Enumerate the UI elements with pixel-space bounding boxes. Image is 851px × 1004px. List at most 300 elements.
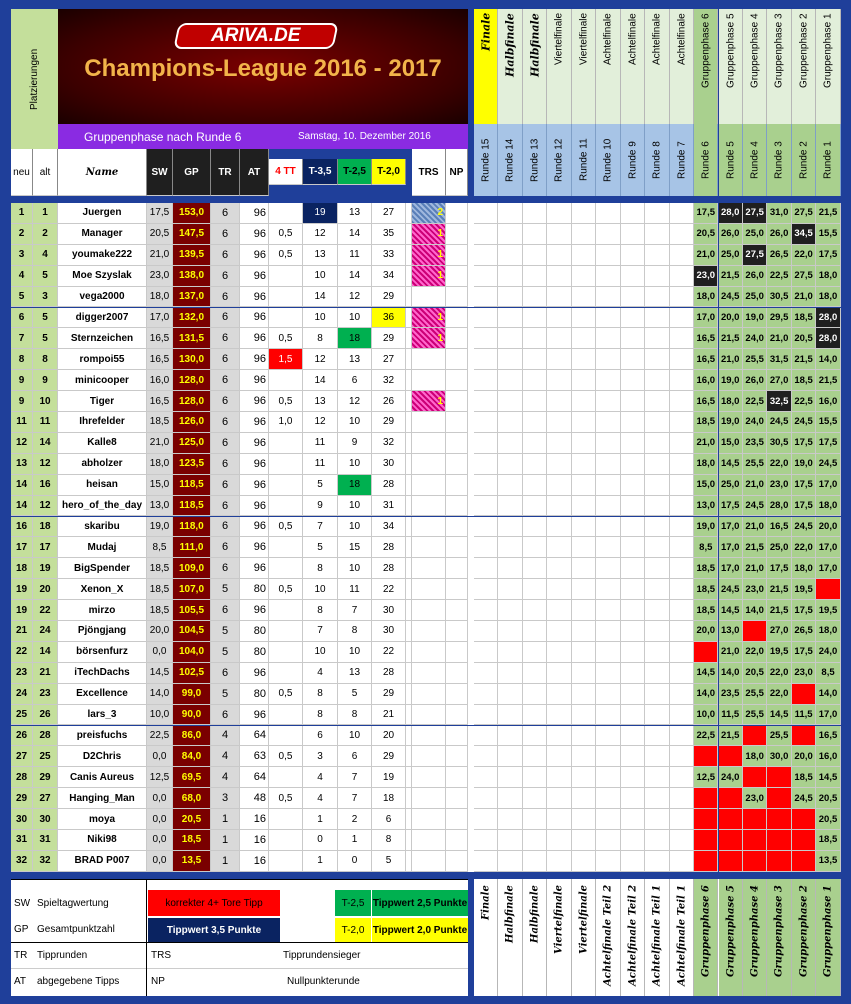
round-score: 23,0 xyxy=(743,579,767,600)
round-cell-empty xyxy=(572,830,596,851)
round-score: 20,0 xyxy=(719,308,743,329)
round-cell-empty xyxy=(645,579,669,600)
header-t25: T-2,5 xyxy=(338,159,372,185)
round-cell-empty xyxy=(572,809,596,830)
round-header-11 xyxy=(572,9,596,124)
round-score: 17,0 xyxy=(816,558,840,579)
legend-gp-key: GP xyxy=(14,924,29,935)
t25-value: 10 xyxy=(338,726,372,747)
at-value: 96 xyxy=(240,308,269,329)
t35-value: 8 xyxy=(303,684,338,705)
round-cell-empty xyxy=(498,663,522,684)
np-value xyxy=(446,663,468,684)
legend-at-text: abgegebene Tipps xyxy=(37,976,120,987)
round-score: 20,0 xyxy=(816,517,840,538)
t25-value: 10 xyxy=(338,517,372,538)
round-cell-empty xyxy=(621,454,645,475)
rank-new: 19 xyxy=(11,579,33,600)
round-cell-empty xyxy=(572,349,596,370)
round-bottom-label: Halbfinale xyxy=(529,885,541,943)
gp-value: 118,5 xyxy=(173,496,211,517)
round-cell-empty xyxy=(621,851,645,872)
round-cell-empty xyxy=(474,391,498,412)
round-cell-empty xyxy=(523,245,547,266)
round-score: 16,5 xyxy=(816,726,840,747)
round-cell-empty xyxy=(621,746,645,767)
round-cell-empty xyxy=(670,454,694,475)
at-value: 96 xyxy=(240,349,269,370)
round-cell-empty xyxy=(498,475,522,496)
round-cell-empty xyxy=(572,663,596,684)
round-score: 21,0 xyxy=(694,433,718,454)
rank-old: 4 xyxy=(33,245,58,266)
round-score: 25,0 xyxy=(767,537,791,558)
sw-value: 18,5 xyxy=(147,412,173,433)
round-number-14 xyxy=(498,124,522,196)
t20-value: 28 xyxy=(372,663,406,684)
round-cell-empty xyxy=(498,788,522,809)
t20-value: 22 xyxy=(372,642,406,663)
round-cell-empty xyxy=(498,517,522,538)
round-cell-empty xyxy=(523,726,547,747)
round-bottom-label: Achtelfinale Teil 2 xyxy=(627,885,639,987)
round-cell-empty xyxy=(523,412,547,433)
at-value: 96 xyxy=(240,287,269,308)
round-top-label: Viertelfinale xyxy=(554,13,566,66)
round-number-label: Runde 15 xyxy=(480,138,492,182)
rank-new: 21 xyxy=(11,621,33,642)
player-name: Moe Szyslak xyxy=(58,266,147,287)
player-name: Juergen xyxy=(58,203,147,224)
round-score: 21,0 xyxy=(719,642,743,663)
round-score: 16,5 xyxy=(694,349,718,370)
player-name: skaribu xyxy=(58,517,147,538)
round-bottom-14 xyxy=(498,879,522,996)
round-score xyxy=(694,809,718,830)
round-cell-empty xyxy=(498,454,522,475)
t35-value: 7 xyxy=(303,517,338,538)
at-value: 96 xyxy=(240,600,269,621)
round-header-12 xyxy=(547,9,571,124)
t4tt-value: 1,5 xyxy=(269,349,303,370)
rank-new: 2 xyxy=(11,224,33,245)
round-cell-empty xyxy=(670,245,694,266)
round-score: 19,0 xyxy=(694,517,718,538)
gp-value: 125,0 xyxy=(173,433,211,454)
round-number-label: Runde 6 xyxy=(700,141,712,179)
round-cell-empty xyxy=(596,245,620,266)
round-score: 17,5 xyxy=(792,642,816,663)
trs-value xyxy=(412,621,446,642)
round-header-4 xyxy=(743,9,767,124)
round-number-label: Runde 3 xyxy=(774,141,786,179)
round-cell-empty xyxy=(498,621,522,642)
t25-value: 13 xyxy=(338,349,372,370)
rank-new: 4 xyxy=(11,266,33,287)
t35-value: 9 xyxy=(303,496,338,517)
tr-value: 6 xyxy=(211,287,240,308)
round-score: 15,0 xyxy=(694,475,718,496)
tr-value: 6 xyxy=(211,245,240,266)
sw-value: 10,0 xyxy=(147,705,173,726)
round-cell-empty xyxy=(596,788,620,809)
round-score xyxy=(792,726,816,747)
t20-value: 8 xyxy=(372,830,406,851)
rank-new: 7 xyxy=(11,328,33,349)
trs-value: 1 xyxy=(412,245,446,266)
round-cell-empty xyxy=(523,224,547,245)
at-value: 48 xyxy=(240,788,269,809)
rank-old: 1 xyxy=(33,203,58,224)
header-sw: SW xyxy=(147,149,173,196)
round-cell-empty xyxy=(523,496,547,517)
round-score: 19,0 xyxy=(719,370,743,391)
rank-new: 9 xyxy=(11,370,33,391)
t4tt-value xyxy=(269,851,303,872)
sw-value: 13,0 xyxy=(147,496,173,517)
round-cell-empty xyxy=(547,412,571,433)
round-bottom-1 xyxy=(816,879,840,996)
at-value: 96 xyxy=(240,245,269,266)
round-score: 14,5 xyxy=(767,705,791,726)
round-cell-empty xyxy=(670,621,694,642)
round-score: 20,0 xyxy=(792,746,816,767)
round-score: 18,5 xyxy=(792,370,816,391)
tr-value: 6 xyxy=(211,266,240,287)
t20-value: 29 xyxy=(372,287,406,308)
trs-value xyxy=(412,746,446,767)
round-cell-empty xyxy=(498,349,522,370)
sw-value: 0,0 xyxy=(147,788,173,809)
sw-value: 18,5 xyxy=(147,579,173,600)
round-bottom-3 xyxy=(767,879,791,996)
round-bottom-8 xyxy=(645,879,669,996)
round-cell-empty xyxy=(547,349,571,370)
round-cell-empty xyxy=(572,224,596,245)
round-cell-empty xyxy=(572,287,596,308)
round-number-13 xyxy=(523,124,547,196)
t25-value: 18 xyxy=(338,328,372,349)
np-value xyxy=(446,684,468,705)
round-cell-empty xyxy=(547,558,571,579)
np-value xyxy=(446,746,468,767)
round-cell-empty xyxy=(474,475,498,496)
round-cell-empty xyxy=(645,621,669,642)
round-cell-empty xyxy=(474,809,498,830)
round-cell-empty xyxy=(498,308,522,329)
round-score: 31,0 xyxy=(767,203,791,224)
round-cell-empty xyxy=(474,266,498,287)
round-cell-empty xyxy=(645,663,669,684)
round-score: 21,0 xyxy=(694,245,718,266)
at-value: 96 xyxy=(240,454,269,475)
at-value: 80 xyxy=(240,579,269,600)
player-name: mirzo xyxy=(58,600,147,621)
t4tt-value xyxy=(269,809,303,830)
sw-value: 16,5 xyxy=(147,328,173,349)
round-cell-empty xyxy=(498,579,522,600)
round-cell-empty xyxy=(670,767,694,788)
tr-value: 6 xyxy=(211,475,240,496)
t4tt-value xyxy=(269,433,303,454)
round-number-label: Runde 1 xyxy=(823,141,835,179)
sw-value: 18,0 xyxy=(147,454,173,475)
round-cell-empty xyxy=(621,621,645,642)
t20-value: 20 xyxy=(372,726,406,747)
round-score: 21,5 xyxy=(743,537,767,558)
round-score: 22,0 xyxy=(792,537,816,558)
round-cell-empty xyxy=(645,308,669,329)
round-score: 21,5 xyxy=(816,203,840,224)
rank-new: 32 xyxy=(11,851,33,872)
round-score xyxy=(767,830,791,851)
sw-value: 23,0 xyxy=(147,266,173,287)
player-name: preisfuchs xyxy=(58,726,147,747)
player-name: Ihrefelder xyxy=(58,412,147,433)
round-cell-empty xyxy=(596,767,620,788)
round-cell-empty xyxy=(523,579,547,600)
round-number-1 xyxy=(816,124,840,196)
round-cell-empty xyxy=(596,308,620,329)
round-cell-empty xyxy=(621,433,645,454)
round-number-label: Runde 8 xyxy=(651,141,663,179)
round-cell-empty xyxy=(474,370,498,391)
gp-value: 128,0 xyxy=(173,370,211,391)
round-score xyxy=(743,830,767,851)
round-cell-empty xyxy=(474,558,498,579)
round-cell-empty xyxy=(670,370,694,391)
round-cell-empty xyxy=(498,746,522,767)
trs-value xyxy=(412,851,446,872)
t25-value: 7 xyxy=(338,767,372,788)
round-cell-empty xyxy=(596,433,620,454)
round-cell-empty xyxy=(670,558,694,579)
tr-value: 6 xyxy=(211,517,240,538)
t25-value: 1 xyxy=(338,830,372,851)
round-cell-empty xyxy=(547,370,571,391)
round-score xyxy=(743,851,767,872)
round-score: 19,0 xyxy=(743,308,767,329)
t35-value: 1 xyxy=(303,809,338,830)
round-number-label: Runde 13 xyxy=(529,138,541,182)
rank-old: 25 xyxy=(33,746,58,767)
round-cell-empty xyxy=(670,266,694,287)
rank-new: 19 xyxy=(11,600,33,621)
round-score: 16,5 xyxy=(767,517,791,538)
tr-value: 5 xyxy=(211,579,240,600)
t25-value: 12 xyxy=(338,391,372,412)
t20-value: 28 xyxy=(372,475,406,496)
round-score: 23,0 xyxy=(767,475,791,496)
round-cell-empty xyxy=(498,684,522,705)
header-np: NP xyxy=(446,149,468,196)
round-number-3 xyxy=(767,124,791,196)
at-value: 96 xyxy=(240,266,269,287)
round-cell-empty xyxy=(523,746,547,767)
round-score: 17,5 xyxy=(719,496,743,517)
player-name: Niki98 xyxy=(58,830,147,851)
round-bottom-6 xyxy=(694,879,718,996)
round-bottom-label: Achtelfinale Teil 2 xyxy=(602,885,614,987)
round-cell-empty xyxy=(621,203,645,224)
round-cell-empty xyxy=(621,767,645,788)
tr-value: 1 xyxy=(211,851,240,872)
sw-value: 0,0 xyxy=(147,809,173,830)
round-score: 15,5 xyxy=(816,412,840,433)
trs-value xyxy=(412,705,446,726)
player-name: Hanging_Man xyxy=(58,788,147,809)
round-cell-empty xyxy=(498,224,522,245)
player-name: Kalle8 xyxy=(58,433,147,454)
round-cell-empty xyxy=(498,642,522,663)
np-value xyxy=(446,517,468,538)
round-score: 24,5 xyxy=(792,412,816,433)
rank-old: 22 xyxy=(33,600,58,621)
at-value: 16 xyxy=(240,809,269,830)
gp-value: 147,5 xyxy=(173,224,211,245)
header-at: AT xyxy=(240,149,269,196)
t25-value: 15 xyxy=(338,537,372,558)
round-score: 17,5 xyxy=(792,496,816,517)
gp-value: 132,0 xyxy=(173,308,211,329)
round-cell-empty xyxy=(621,537,645,558)
round-score xyxy=(767,767,791,788)
t4tt-value: 0,5 xyxy=(269,328,303,349)
trs-value: 1 xyxy=(412,308,446,329)
round-score xyxy=(694,642,718,663)
round-bottom-15 xyxy=(474,879,498,996)
round-cell-empty xyxy=(621,391,645,412)
round-score: 24,5 xyxy=(816,454,840,475)
gp-value: 123,5 xyxy=(173,454,211,475)
round-cell-empty xyxy=(596,537,620,558)
round-cell-empty xyxy=(645,266,669,287)
gp-value: 99,0 xyxy=(173,684,211,705)
t25-value: 7 xyxy=(338,788,372,809)
round-score: 16,0 xyxy=(816,746,840,767)
round-score: 13,0 xyxy=(719,621,743,642)
tr-value: 6 xyxy=(211,370,240,391)
gp-value: 137,0 xyxy=(173,287,211,308)
round-score: 21,0 xyxy=(743,558,767,579)
rank-old: 21 xyxy=(33,663,58,684)
round-score xyxy=(767,809,791,830)
t4tt-value: 0,5 xyxy=(269,579,303,600)
round-top-label: Gruppenphase 4 xyxy=(749,13,761,88)
round-cell-empty xyxy=(523,308,547,329)
rank-new: 11 xyxy=(11,412,33,433)
round-score: 25,5 xyxy=(743,454,767,475)
round-cell-empty xyxy=(645,475,669,496)
round-score: 8,5 xyxy=(694,537,718,558)
rank-old: 17 xyxy=(33,537,58,558)
header-gp: GP xyxy=(173,149,211,196)
round-number-11 xyxy=(572,124,596,196)
rank-old: 32 xyxy=(33,851,58,872)
rank-old: 5 xyxy=(33,328,58,349)
round-cell-empty xyxy=(572,328,596,349)
t35-value: 3 xyxy=(303,746,338,767)
legend-t20-key: T-2,0 xyxy=(335,918,371,942)
tr-value: 6 xyxy=(211,391,240,412)
round-number-7 xyxy=(670,124,694,196)
round-score: 18,0 xyxy=(816,621,840,642)
t20-value: 19 xyxy=(372,767,406,788)
round-score: 26,0 xyxy=(719,224,743,245)
round-score: 15,5 xyxy=(816,224,840,245)
round-cell-empty xyxy=(572,517,596,538)
np-value xyxy=(446,391,468,412)
round-cell-empty xyxy=(621,266,645,287)
round-cell-empty xyxy=(474,224,498,245)
round-cell-empty xyxy=(621,370,645,391)
round-cell-empty xyxy=(596,621,620,642)
t4tt-value: 0,5 xyxy=(269,517,303,538)
round-number-9 xyxy=(621,124,645,196)
np-value xyxy=(446,558,468,579)
t35-value: 6 xyxy=(303,726,338,747)
round-cell-empty xyxy=(645,830,669,851)
round-cell-empty xyxy=(645,851,669,872)
rank-old: 9 xyxy=(33,370,58,391)
round-cell-empty xyxy=(547,851,571,872)
t4tt-value: 0,5 xyxy=(269,391,303,412)
round-score xyxy=(743,621,767,642)
tr-value: 5 xyxy=(211,621,240,642)
t25-value: 6 xyxy=(338,370,372,391)
at-value: 63 xyxy=(240,746,269,767)
round-score: 11,5 xyxy=(792,705,816,726)
round-score: 26,0 xyxy=(743,266,767,287)
round-cell-empty xyxy=(621,663,645,684)
round-cell-empty xyxy=(596,809,620,830)
tr-value: 6 xyxy=(211,537,240,558)
t25-value: 18 xyxy=(338,475,372,496)
round-score: 22,5 xyxy=(792,391,816,412)
trs-value xyxy=(412,496,446,517)
round-cell-empty xyxy=(670,412,694,433)
round-cell-empty xyxy=(596,287,620,308)
player-name: heisan xyxy=(58,475,147,496)
round-cell-empty xyxy=(498,245,522,266)
round-score: 17,5 xyxy=(767,558,791,579)
t25-value: 0 xyxy=(338,851,372,872)
round-cell-empty xyxy=(523,809,547,830)
at-value: 80 xyxy=(240,621,269,642)
round-score: 23,0 xyxy=(694,266,718,287)
round-cell-empty xyxy=(645,788,669,809)
sw-value: 16,5 xyxy=(147,349,173,370)
t25-value: 13 xyxy=(338,663,372,684)
round-cell-empty xyxy=(572,454,596,475)
round-top-label: Achtelfinale xyxy=(602,13,614,65)
round-score: 17,5 xyxy=(816,245,840,266)
round-score xyxy=(792,809,816,830)
np-value xyxy=(446,224,468,245)
t4tt-value xyxy=(269,621,303,642)
round-score: 18,0 xyxy=(694,287,718,308)
round-cell-empty xyxy=(645,224,669,245)
t35-value: 4 xyxy=(303,767,338,788)
np-value xyxy=(446,203,468,224)
t4tt-value xyxy=(269,287,303,308)
np-value xyxy=(446,433,468,454)
gp-value: 18,5 xyxy=(173,830,211,851)
rank-old: 24 xyxy=(33,621,58,642)
round-score: 28,0 xyxy=(767,496,791,517)
round-cell-empty xyxy=(670,391,694,412)
round-cell-empty xyxy=(670,851,694,872)
